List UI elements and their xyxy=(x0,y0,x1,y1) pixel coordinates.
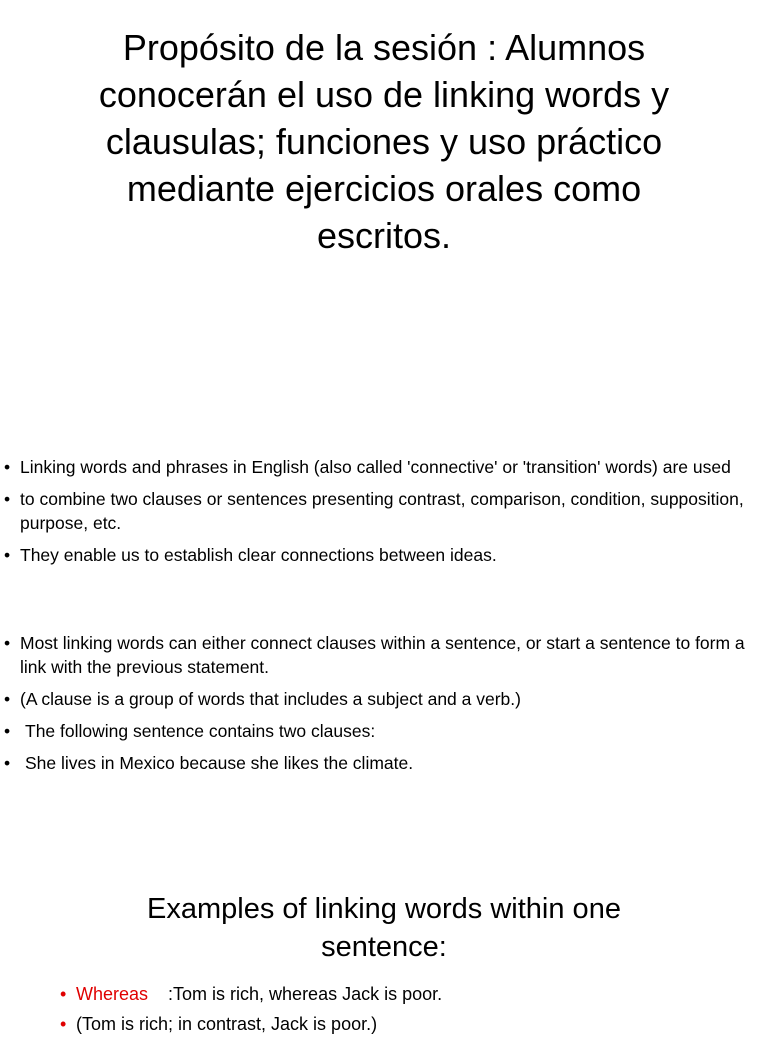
slide-title: Examples of linking words within one sentence: xyxy=(147,893,621,963)
bullet-icon: • xyxy=(60,1014,67,1034)
slide-title: Propósito de la sesión : Alumnos conocerán el uso de linking words y clausulas; funciones y uso práctico mediante ejercicios orales como escritos. xyxy=(98,27,670,256)
list-item: • (A clause is a group of words that includes a subject and a verb.) xyxy=(4,689,521,709)
list-item: • The following sentence contains two clauses: xyxy=(4,721,376,741)
list-item: • to combine two clauses or sentences presenting contrast, comparison, condition, supposition, purpose, etc. xyxy=(4,489,744,533)
bullet-icon: • xyxy=(4,545,11,565)
slide-linking-words-intro xyxy=(0,400,768,840)
bullet-icon: • xyxy=(4,457,11,477)
slide-examples xyxy=(0,880,768,1034)
list-item: • Linking words and phrases in English (also called 'connective' or 'transition' words) are used xyxy=(4,457,731,477)
bullet-list-examples xyxy=(56,982,756,1042)
bullet-icon: • xyxy=(4,753,11,773)
list-item: • She lives in Mexico because she likes the climate. xyxy=(4,753,414,773)
bullet-icon: • xyxy=(4,689,11,709)
bullet-icon: • xyxy=(4,633,11,653)
example-keyword: Whereas xyxy=(76,984,149,1004)
example-text: (Tom is rich; in contrast, Jack is poor.) xyxy=(76,1014,378,1034)
bullet-icon: • xyxy=(60,984,67,1004)
slide-purpose xyxy=(0,0,768,400)
example-text: :Tom is rich, whereas Jack is poor. xyxy=(168,984,443,1004)
list-item: • Most linking words can either connect clauses within a sentence, or start a sentence to form a link with the previous statement. xyxy=(4,633,745,677)
list-item xyxy=(56,982,756,1006)
bullet-list-intro xyxy=(0,455,764,575)
bullet-icon: • xyxy=(4,721,11,741)
bullet-list-clauses xyxy=(0,631,764,783)
bullet-icon: • xyxy=(4,489,11,509)
list-item xyxy=(56,1012,756,1036)
list-item: • They enable us to establish clear connections between ideas. xyxy=(4,545,497,565)
